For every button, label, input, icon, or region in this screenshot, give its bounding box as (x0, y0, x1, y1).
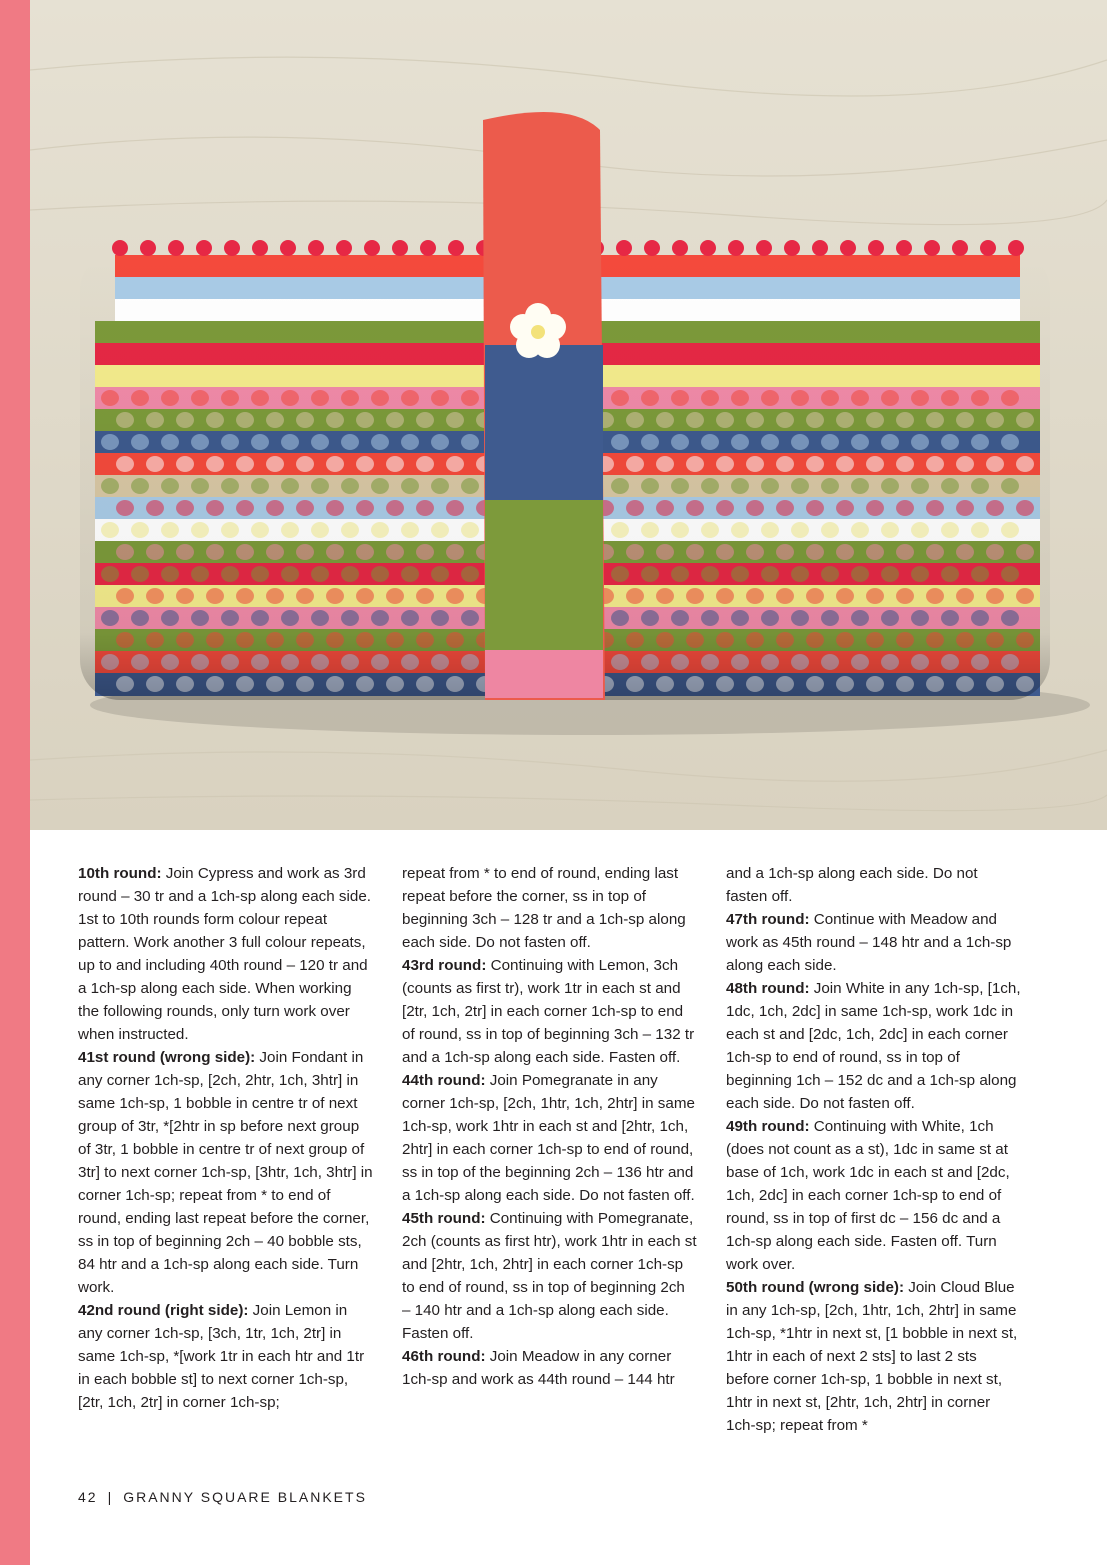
round-instructions: 1st to 10th rounds form colour repeat pattern. Work another 3 full colour repeats, up to and including 40th round – 120 tr and a 1ch-sp along each side. When working the following rounds, only turn work over when instructed. (78, 911, 368, 1043)
round-instructions: Continuing with Lemon, 3ch (counts as first tr), work 1tr in each st and [2tr, 1ch, 2tr] in each corner 1ch-sp to end of round, ss in top of beginning 3ch – 132 tr and a 1ch-sp along each side. Fasten off. (402, 957, 695, 1066)
pattern-paragraph (78, 1046, 373, 1299)
pattern-paragraph (78, 1299, 373, 1414)
footer-separator: | (107, 1489, 114, 1505)
text-column-1 (78, 862, 373, 1414)
pattern-paragraph (78, 862, 373, 908)
pattern-paragraph (78, 908, 373, 1046)
round-label: 45th round: (402, 1210, 486, 1227)
blanket-photo (30, 0, 1107, 830)
pattern-paragraph (726, 862, 1021, 908)
round-label: 50th round (wrong side): (726, 1279, 905, 1296)
round-label: 48th round: (726, 980, 810, 997)
round-instructions: Join Cloud Blue in any 1ch-sp, [2ch, 1htr, 1ch, 2htr] in same 1ch-sp, *1htr in next st, [1 bobble in next st, 1htr in each of next 2 sts] to last 2 sts before corner 1ch-sp, 1 bobble in next st, 1htr in next st, [2htr, 1ch, 2htr] in corner 1ch-sp; repeat from * (726, 1279, 1018, 1434)
round-instructions: Continuing with White, 1ch (does not count as a st), 1dc in same st at base of 1ch, work 1dc in each st and [2dc, 1ch, 2dc] in each corner 1ch-sp to end of round, ss in top of first dc – 156 dc and a 1ch-sp along each side. Fasten off. Turn work over. (726, 1118, 1010, 1273)
round-label: 49th round: (726, 1118, 810, 1135)
pattern-paragraph (402, 1207, 697, 1345)
round-label: 42nd round (right side): (78, 1302, 249, 1319)
round-instructions: Join Lemon in any corner 1ch-sp, [3ch, 1tr, 1ch, 2tr] in same 1ch-sp, *[work 1tr in each htr and 1tr in each bobble st] to next corner 1ch-sp, [2tr, 1ch, 2tr] in corner 1ch-sp; (78, 1302, 365, 1411)
page-number: 42 (78, 1489, 98, 1505)
round-instructions: Join Pomegranate in any corner 1ch-sp, [2ch, 1htr, 1ch, 2htr] in same 1ch-sp, work 1htr in each st and [2htr, 1ch, 2htr] in each corner 1ch-sp to end of round, ss in top of the beginning 2ch – 136 htr and a 1ch-sp along each side. Do not fasten off. (402, 1072, 695, 1204)
round-instructions: repeat from * to end of round, ending last repeat before the corner, ss in top of beginning 3ch – 128 tr and a 1ch-sp along each side. Do not fasten off. (402, 865, 686, 951)
book-title: GRANNY SQUARE BLANKETS (123, 1489, 367, 1505)
pattern-paragraph (726, 1115, 1021, 1276)
round-instructions: Continuing with Pomegranate, 2ch (counts as first htr), work 1htr in each st and [2htr, 1ch, 2htr] in each corner 1ch-sp to end of round, ss in top of beginning 2ch – 140 htr and a 1ch-sp along each side. Fasten off. (402, 1210, 697, 1342)
round-label: 43rd round: (402, 957, 487, 974)
round-instructions: Join Meadow in any corner 1ch-sp and work as 44th round – 144 htr (402, 1348, 675, 1388)
pattern-paragraph (402, 954, 697, 1069)
round-label: 41st round (wrong side): (78, 1049, 256, 1066)
blanket-strap (483, 112, 605, 700)
round-instructions: Join Cypress and work as 3rd round – 30 tr and a 1ch-sp along each side. (78, 865, 371, 905)
side-color-strip (0, 0, 30, 1565)
pattern-paragraph (726, 1276, 1021, 1437)
text-column-3 (726, 862, 1021, 1437)
text-column-2 (402, 862, 697, 1391)
round-instructions: Join White in any 1ch-sp, [1ch, 1dc, 1ch, 2dc] in same 1ch-sp, work 1dc in each st and [2dc, 1ch, 2dc] in each corner 1ch-sp to end of round, ss in top of beginning 1ch – 152 dc and a 1ch-sp along each side. Do not fasten off. (726, 980, 1021, 1112)
pattern-paragraph (726, 977, 1021, 1115)
pattern-paragraph (402, 862, 697, 954)
pattern-paragraph (726, 908, 1021, 977)
round-label: 47th round: (726, 911, 810, 928)
pattern-paragraph (402, 1345, 697, 1391)
page-footer (78, 1489, 367, 1505)
round-instructions: Join Fondant in any corner 1ch-sp, [2ch, 2htr, 1ch, 3htr] in same 1ch-sp, 1 bobble in centre tr of next group of 3tr, *[2htr in sp before next group of 3tr, 1 bobble in centre tr of next group of 3tr] to next corner 1ch-sp, [3htr, 1ch, 3htr] in corner 1ch-sp; repeat from * to end of round, ending last repeat before the corner, ss in top of beginning 2ch – 40 bobble sts, 84 htr and a 1ch-sp along each side. Turn work. (78, 1049, 373, 1296)
round-label: 10th round: (78, 865, 162, 882)
round-label: 46th round: (402, 1348, 486, 1365)
round-label: 44th round: (402, 1072, 486, 1089)
round-instructions: Continue with Meadow and work as 45th round – 148 htr and a 1ch-sp along each side. (726, 911, 1012, 974)
round-instructions: and a 1ch-sp along each side. Do not fasten off. (726, 865, 978, 905)
pattern-paragraph (402, 1069, 697, 1207)
